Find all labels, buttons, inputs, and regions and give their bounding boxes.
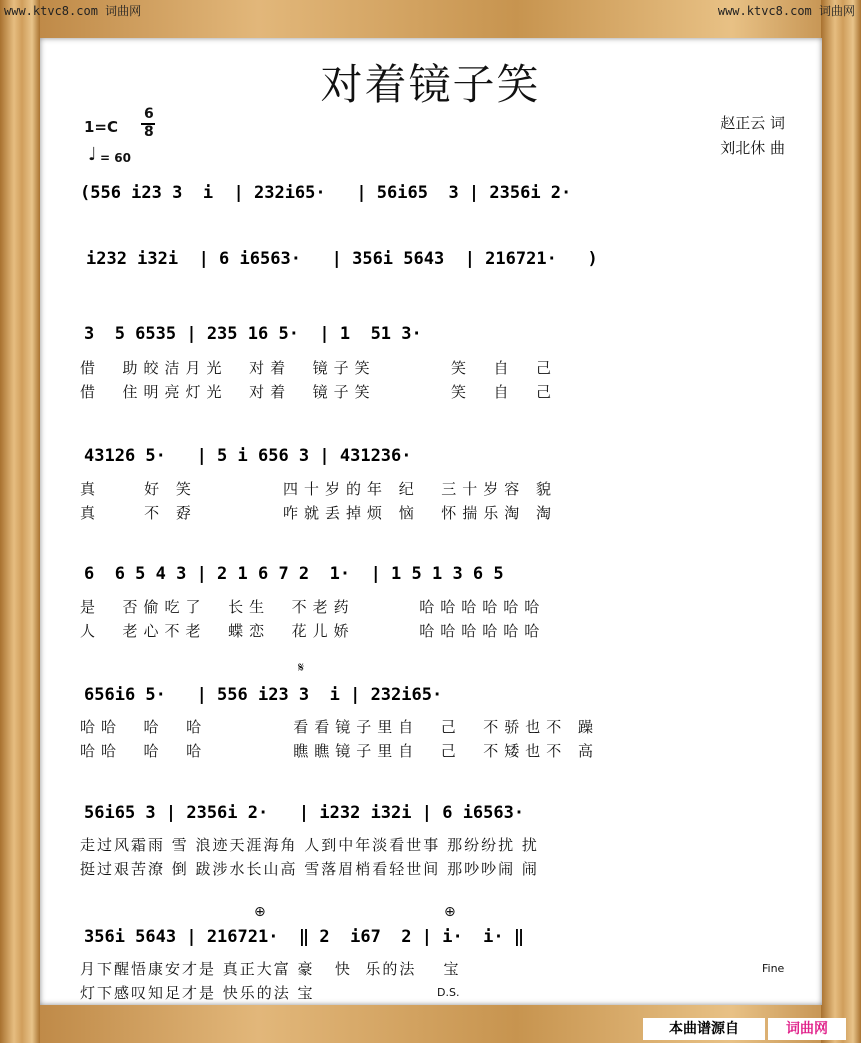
staff-row-8 <box>80 927 786 961</box>
lyric-line: 挺过艰苦潦 倒 跋涉水长山高 雪落眉梢看轻世间 那吵吵闹 闹 <box>80 860 539 878</box>
row-notes: 656i6 5· | 556 i23 3 i | 232i65· <box>84 685 443 705</box>
staff-row-5 <box>80 564 786 598</box>
lyric-line: 借 助皎洁月光 对着 镜子笑 笑 自 己 <box>80 359 558 377</box>
row-notes: 356i 5643 | 216721· ‖ 2 i67 2 | i· i· ‖ <box>84 927 525 947</box>
lyric-line: 灯下感叹知足才是 快乐的法 宝 <box>80 984 315 1002</box>
fine-mark: Fine <box>762 962 785 975</box>
row-notes: 56i65 3 | 2356i 2· | i232 i32i | 6 i6563· <box>84 803 525 823</box>
lyric-line: 哈哈 哈 哈 瞧瞧镜子里自 己 不矮也不 高 <box>80 742 600 760</box>
watermark-left: www.ktvc8.com 词曲网 <box>4 4 142 18</box>
lyric-line: 人 老心不老 蝶恋 花儿娇 哈哈哈哈哈哈 <box>80 622 546 640</box>
row-notes: i232 i32i | 6 i6563· | 356i 5643 | 216721· ) <box>86 249 598 269</box>
frame-right <box>821 0 861 1043</box>
staff-row-3 <box>80 324 786 358</box>
quarter-note-icon: ♩ <box>88 144 97 165</box>
dal-segno-mark: D.S. <box>437 986 460 999</box>
tempo-marking: = 60 <box>100 151 131 165</box>
frame-left <box>0 0 40 1043</box>
composer: 刘北休 曲 <box>720 139 785 157</box>
row-notes: 3 5 6535 | 235 16 5· | 1 51 3· <box>84 324 422 344</box>
song-title: 对着镜子笑 <box>320 60 541 109</box>
lyric-line: 是 否偷吃了 长生 不老药 哈哈哈哈哈哈 <box>80 598 546 616</box>
staff-row-4 <box>80 446 786 480</box>
staff-row-2 <box>80 249 786 283</box>
row-notes: 6 6 5 4 3 | 2 1 6 7 2 1· | 1 5 1 3 6 5 <box>84 564 504 584</box>
footer-site-link[interactable]: 词曲网 <box>768 1018 846 1040</box>
row-notes: (556 i23 3 i | 232i65· | 56i65 3 | 2356i 2· <box>80 183 572 203</box>
lyric-line: 真 好 笑 四十岁的年 纪 三十岁容 貌 <box>80 480 558 498</box>
time-signature-top: 6 <box>144 106 154 122</box>
lyric-line: 哈哈 哈 哈 看看镜子里自 己 不骄也不 躁 <box>80 718 600 736</box>
coda-icon: ⊕ <box>444 904 456 920</box>
footer-source: 本曲谱源自 <box>643 1018 765 1040</box>
lyric-line: 真 不 孬 咋就丢掉烦 恼 怀揣乐淘 淘 <box>80 504 558 522</box>
time-signature-bottom: 8 <box>144 124 154 140</box>
staff-row-7 <box>80 803 786 837</box>
coda-icon: ⊕ <box>254 904 266 920</box>
row-notes: 43126 5· | 5 i 656 3 | 431236· <box>84 446 412 466</box>
segno-icon: 𝄋 <box>298 660 305 676</box>
staff-row-6 <box>80 685 786 719</box>
watermark-right: www.ktvc8.com 词曲网 <box>717 4 855 18</box>
lyric-line: 借 住明亮灯光 对着 镜子笑 笑 自 己 <box>80 383 558 401</box>
staff-row-1 <box>80 183 786 217</box>
lyric-line: 月下醒悟康安才是 真正大富 豪 快 乐的法 宝 <box>80 960 461 978</box>
key-signature: 1=C <box>84 118 119 136</box>
lyricist: 赵正云 词 <box>720 114 785 132</box>
lyric-line: 走过风霜雨 雪 浪迹天涯海角 人到中年淡看世事 那纷纷扰 扰 <box>80 836 539 854</box>
